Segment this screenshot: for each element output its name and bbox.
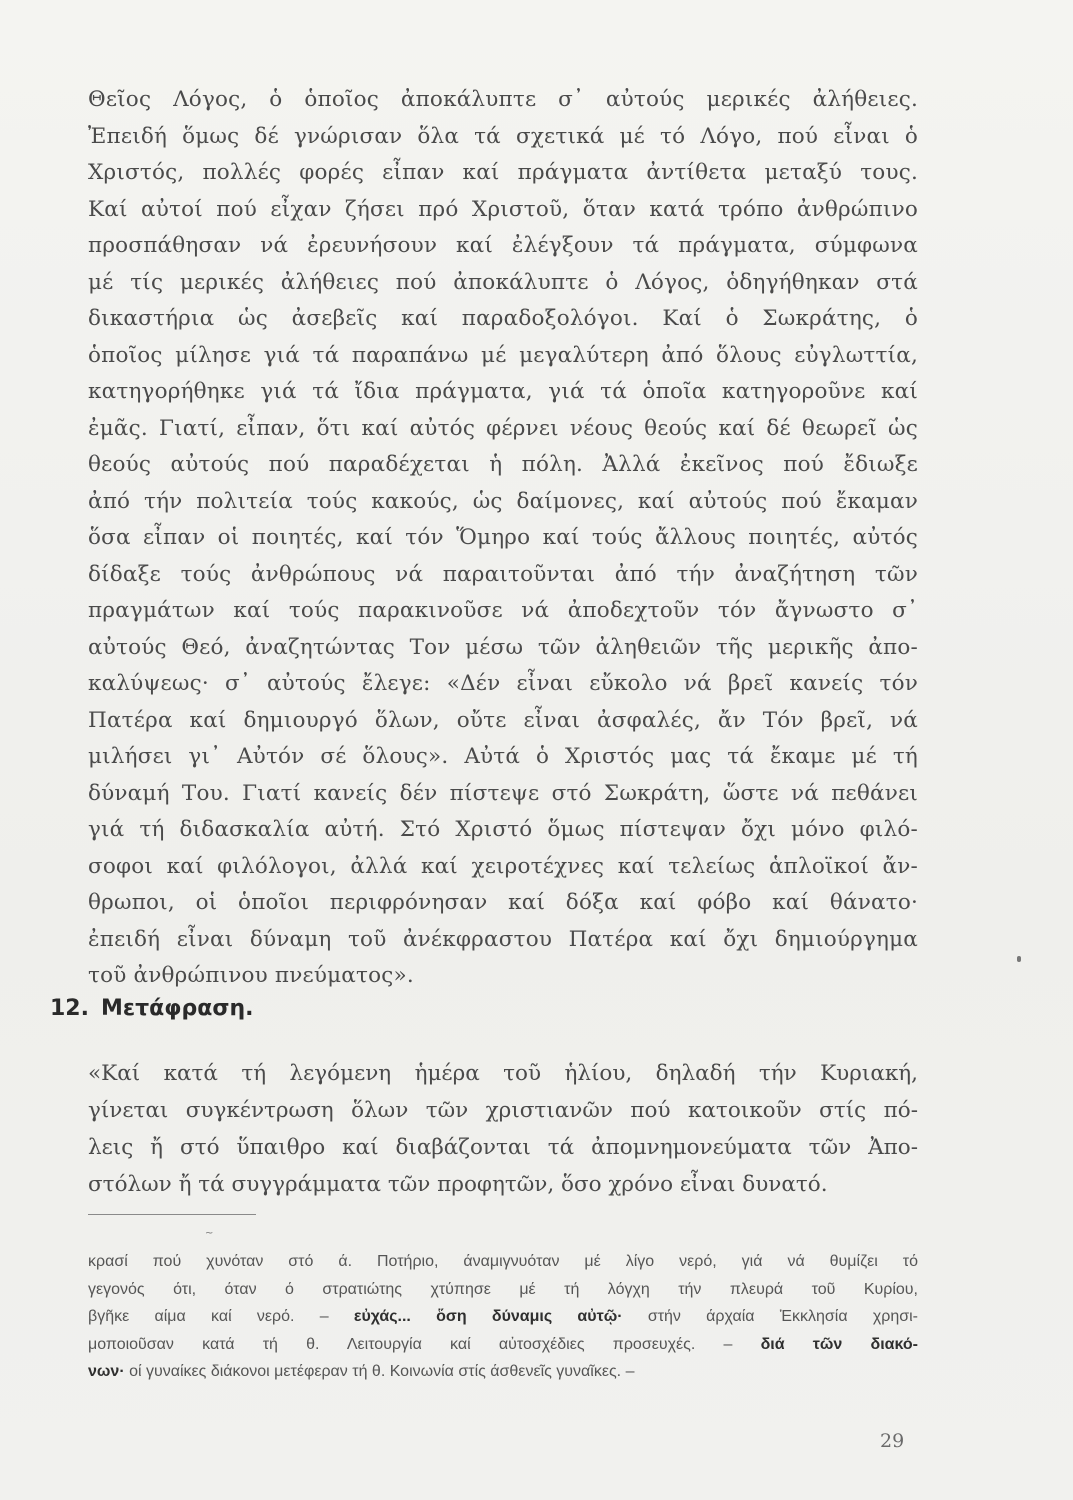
text-line: σοφοι καί φιλόλογοι, ἀλλά καί χειροτέχνες καί τελείως ἁπλοϊκοί ἄν-	[88, 853, 918, 879]
text-line: γιά τή διδασκαλία αὐτή. Στό Χριστό ὅμως πίστεψαν ὄχι μόνο φιλό-	[88, 817, 918, 842]
footnote-line	[88, 1331, 918, 1359]
text-line: ὁποῖος μίλησε γιά τά παραπάνω μέ μεγαλύτερη ἀπό ὅλους εὐγλωττία,	[88, 342, 918, 368]
scan-speck	[1017, 956, 1021, 962]
text-line: πραγμάτων καί τούς παρακινοῦσε νά ἀποδεχτοῦν τόν ἄγνωστο σ᾽	[88, 598, 918, 623]
text-line: Θεῖος Λόγος, ὁ ὁποῖος ἀποκάλυπτε σ᾽ αὐτούς μερικές ἀλήθειες.	[88, 87, 918, 112]
footnote-term: νων·	[88, 1363, 125, 1380]
text-line: μέ τίς μερικές ἀλήθειες πού ἀποκάλυπτε ὁ Λόγος, ὁδηγήθηκαν στά	[88, 269, 918, 295]
footnote-line	[88, 1358, 918, 1386]
footnote-term: εὐχάς... ὅση δύναμις αὐτῷ·	[353, 1308, 623, 1325]
text-line: τοῦ ἀνθρώπινου πνεύματος».	[88, 963, 414, 988]
footnotes	[88, 1248, 918, 1386]
footnote-segment: κρασί πού χυνόταν στό ά. Ποτήριο, άναμιγνυόταν μέ λίγο νερό, γιά νά θυμίζει τό	[88, 1253, 918, 1270]
text-line: δίδαξε τούς ἀνθρώπους νά παραιτοῦνται ἀπό τήν ἀναζήτηση τῶν	[88, 561, 918, 587]
text-line: καλύψεως· σ᾽ αὐτούς ἔλεγε: «Δέν εἶναι εὔκολο νά βρεῖ κανείς τόν	[88, 671, 918, 696]
text-line: ἐμᾶς. Γιατί, εἶπαν, ὅτι καί αὐτός φέρνει νέους θεούς καί δέ θεωρεῖ ὡς	[88, 415, 918, 441]
text-line: Ἐπειδή ὅμως δέ γνώρισαν ὅλα τά σχετικά μέ τό Λόγο, πού εἶναι ὁ	[88, 123, 918, 149]
translation-line: λεις ἤ στό ὕπαιθρο καί διαβάζονται τά ἀπομνημονεύματα τῶν Ἀπο-	[88, 1135, 918, 1160]
translation-line: γίνεται συγκέντρωση ὅλων τῶν χριστιανῶν πού κατοικοῦν στίς πό-	[88, 1098, 918, 1123]
translation-line: «Καί κατά τή λεγόμενη ἡμέρα τοῦ ἡλίου, δηλαδή τήν Κυριακή,	[88, 1061, 918, 1086]
text-line: ἀπό τήν πολιτεία τούς κακούς, ὡς δαίμονες, καί αὐτούς πού ἔκαμαν	[88, 488, 918, 514]
text-line: Καί αὐτοί πού εἶχαν ζήσει πρό Χριστοῦ, ὅταν κατά τρόπο ἀνθρώπινο	[88, 196, 918, 222]
text-line: ἐπειδή εἶναι δύναμη τοῦ ἀνέκφραστου Πατέρα καί ὄχι δημιούργημα	[88, 926, 918, 952]
text-line: προσπάθησαν νά ἐρευνήσουν καί ἐλέγξουν τά πράγματα, σύμφωνα	[88, 233, 918, 258]
footnote-divider	[88, 1214, 256, 1215]
translation-text	[88, 1055, 918, 1203]
footnote-line	[88, 1303, 918, 1331]
text-line: Πατέρα καί δημιουργό ὅλων, οὔτε εἶναι ἀσφαλές, ἄν Τόν βρεῖ, νά	[88, 707, 918, 733]
footnote-line	[88, 1248, 918, 1276]
translation-line: στόλων ἤ τά συγγράμματα τῶν προφητῶν, ὅσο χρόνο εἶναι δυνατό.	[88, 1172, 828, 1197]
text-line: μιλήσει γι᾽ Αὐτόν σέ ὅλους». Αὐτά ὁ Χριστός μας τά ἔκαμε μέ τή	[88, 744, 918, 769]
footnote-term: διά τῶν διακό-	[760, 1335, 918, 1353]
text-line: αὐτούς Θεό, ἀναζητώντας Τον μέσω τῶν ἀληθειῶν τῆς μερικῆς ἀπο-	[88, 634, 918, 660]
footnote-segment: γεγονός ότι, όταν ό στρατιώτης χτύπησε μέ τή λόγχη τήν πλευρά τοῦ Κυρίου,	[88, 1280, 918, 1298]
page-number: 29	[880, 1430, 905, 1452]
text-line: ὅσα εἶπαν οἱ ποιητές, καί τόν Ὅμηρο καί τούς ἄλλους ποιητές, αὐτός	[88, 525, 918, 550]
body-text	[88, 82, 918, 995]
text-line: Χριστός, πολλές φορές εἶπαν καί πράγματα ἀντίθετα μεταξύ τους.	[88, 160, 918, 185]
text-line: θεούς αὐτούς πού παραδέχεται ἡ πόλη. Ἀλλά ἐκεῖνος πού ἔδιωξε	[88, 452, 918, 477]
section-number: 12.	[50, 996, 89, 1021]
text-line: θρωποι, οἱ ὁποῖοι περιφρόνησαν καί δόξα καί φόβο καί θάνατο·	[88, 890, 918, 915]
footnote-segment: στήν άρχαία Ἐκκλησία χρησι-	[622, 1308, 918, 1325]
text-line: δικαστήρια ὡς ἀσεβεῖς καί παραδοξολόγοι. Καί ὁ Σωκράτης, ὁ	[88, 306, 918, 331]
section-title: Μετάφραση.	[100, 996, 254, 1021]
text-line: δύναμή Του. Γιατί κανείς δέν πίστεψε στό Σωκράτη, ὥστε νά πεθάνει	[88, 780, 918, 806]
footnote-segment: βγῆκε αίμα καί νερό. –	[88, 1308, 354, 1325]
footnote-segment: μοποιοῦσαν κατά τή θ. Λειτουργία καί αὐτοσχέδιες προσευχές. –	[88, 1335, 761, 1353]
section-heading	[50, 996, 254, 1021]
footnote-segment: οί γυναίκες διάκονοι μετέφεραν τή θ. Κοινωνία στίς άσθενεῖς γυναῖκες. –	[124, 1363, 635, 1380]
footnote-line	[88, 1276, 918, 1304]
text-line: κατηγορήθηκε γιά τά ἴδια πράγματα, γιά τά ὁποῖα κατηγοροῦνε καί	[88, 379, 918, 404]
ink-mark: ~	[205, 1228, 214, 1239]
